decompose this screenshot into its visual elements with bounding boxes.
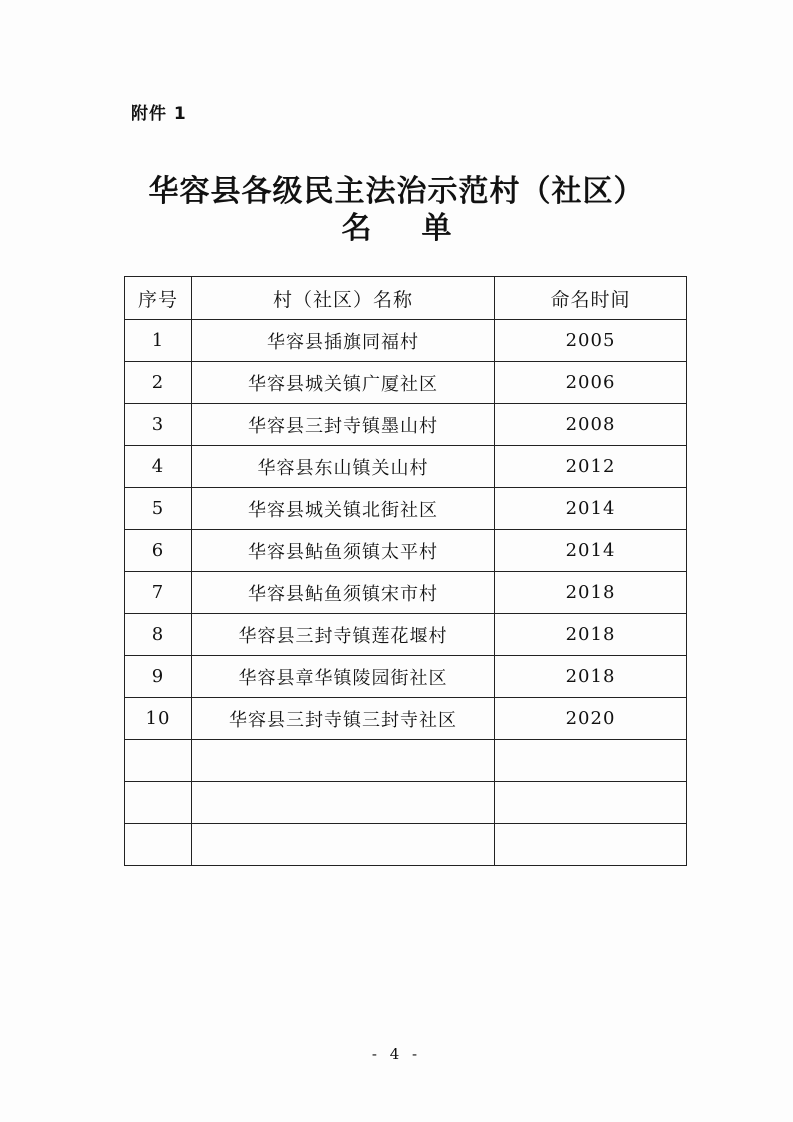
table-row xyxy=(125,488,687,530)
cell-name xyxy=(192,740,495,782)
cell-year: 2005 xyxy=(495,320,687,362)
cell-name: 华容县鲇鱼须镇宋市村 xyxy=(192,572,495,614)
page-number: - 4 - xyxy=(371,1045,422,1063)
cell-year: 2012 xyxy=(495,446,687,488)
cell-seq: 7 xyxy=(125,572,192,614)
cell-name: 华容县东山镇关山村 xyxy=(192,446,495,488)
cell-name: 华容县城关镇北街社区 xyxy=(192,488,495,530)
table-row xyxy=(125,446,687,488)
cell-name xyxy=(192,824,495,866)
table-row-empty xyxy=(125,740,687,782)
column-header-seq: 序号 xyxy=(125,277,192,320)
cell-year xyxy=(495,740,687,782)
cell-seq xyxy=(125,740,192,782)
cell-name xyxy=(192,782,495,824)
cell-year: 2014 xyxy=(495,488,687,530)
cell-year: 2018 xyxy=(495,572,687,614)
attachment-label: 附件 1 xyxy=(131,104,187,124)
column-header-year: 命名时间 xyxy=(495,277,687,320)
cell-seq: 8 xyxy=(125,614,192,656)
cell-name: 华容县插旗同福村 xyxy=(192,320,495,362)
cell-seq: 10 xyxy=(125,698,192,740)
village-roster-table xyxy=(124,276,687,866)
cell-name: 华容县三封寺镇墨山村 xyxy=(192,404,495,446)
cell-seq: 6 xyxy=(125,530,192,572)
cell-seq xyxy=(125,782,192,824)
table-header xyxy=(125,277,687,320)
cell-seq: 1 xyxy=(125,320,192,362)
table-row-empty xyxy=(125,782,687,824)
cell-name: 华容县鲇鱼须镇太平村 xyxy=(192,530,495,572)
cell-seq xyxy=(125,824,192,866)
cell-name: 华容县三封寺镇三封寺社区 xyxy=(192,698,495,740)
cell-seq: 2 xyxy=(125,362,192,404)
document-subtitle: 名单 xyxy=(341,211,502,246)
cell-name: 华容县三封寺镇莲花堰村 xyxy=(192,614,495,656)
cell-name: 华容县章华镇陵园街社区 xyxy=(192,656,495,698)
cell-year: 2018 xyxy=(495,656,687,698)
cell-year: 2014 xyxy=(495,530,687,572)
cell-seq: 3 xyxy=(125,404,192,446)
table-row xyxy=(125,404,687,446)
table-header-row xyxy=(125,277,687,320)
table-row xyxy=(125,320,687,362)
cell-year: 2008 xyxy=(495,404,687,446)
table-row xyxy=(125,530,687,572)
table-body xyxy=(125,320,687,866)
cell-year: 2006 xyxy=(495,362,687,404)
table-row xyxy=(125,362,687,404)
table-row xyxy=(125,656,687,698)
cell-seq: 4 xyxy=(125,446,192,488)
cell-year xyxy=(495,782,687,824)
table-row xyxy=(125,614,687,656)
table-row-empty xyxy=(125,824,687,866)
cell-seq: 5 xyxy=(125,488,192,530)
cell-year xyxy=(495,824,687,866)
cell-year: 2020 xyxy=(495,698,687,740)
cell-name: 华容县城关镇广厦社区 xyxy=(192,362,495,404)
cell-year: 2018 xyxy=(495,614,687,656)
column-header-name: 村（社区）名称 xyxy=(192,277,495,320)
document-title: 华容县各级民主法治示范村（社区） xyxy=(148,174,645,209)
cell-seq: 9 xyxy=(125,656,192,698)
table-row xyxy=(125,698,687,740)
table-row xyxy=(125,572,687,614)
